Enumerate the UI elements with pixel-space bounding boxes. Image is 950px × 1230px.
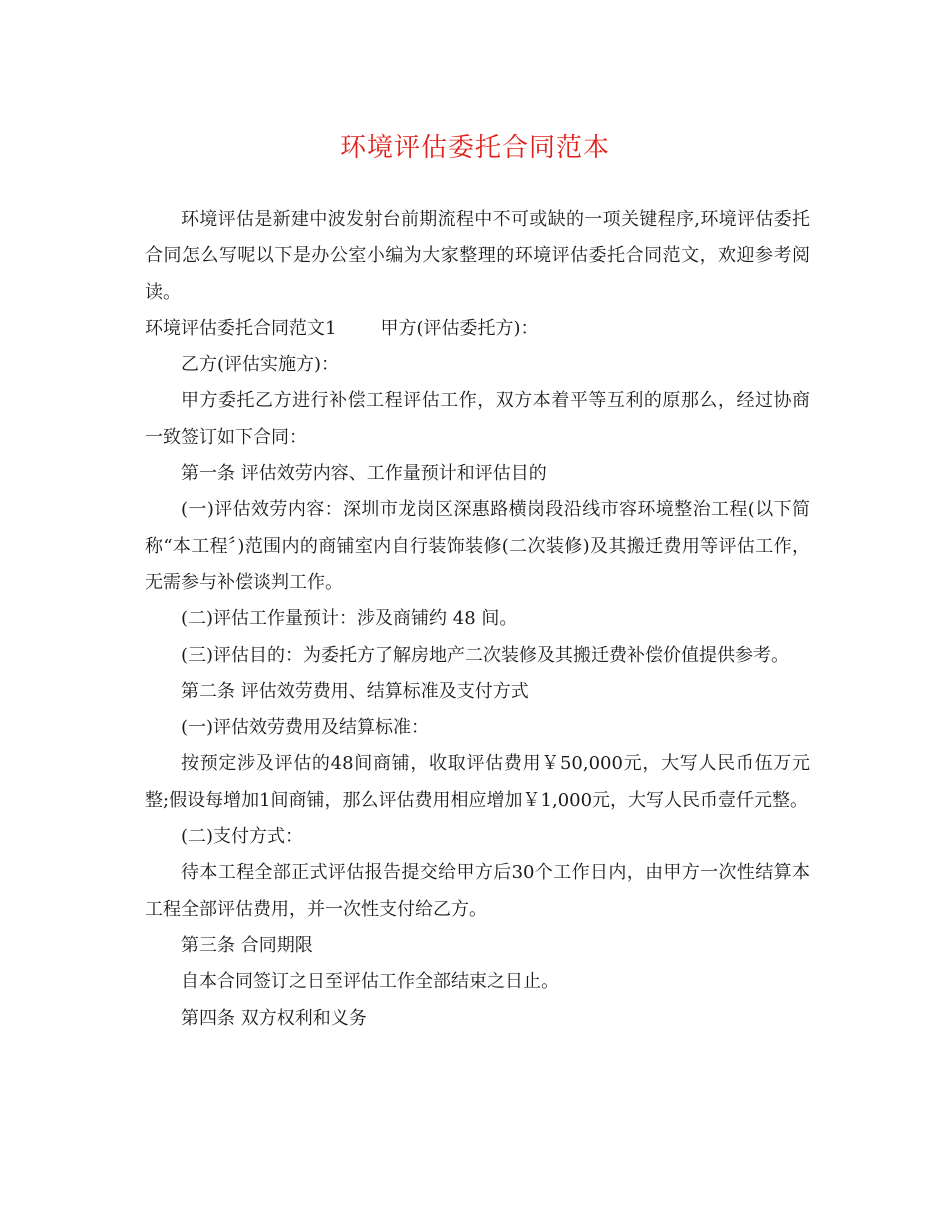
article-2-item-2-title: (二)支付方式：: [181, 826, 304, 848]
article-1-title: 第一条 评估效劳内容、工作量预计和评估目的: [181, 463, 547, 485]
document-title: 环境评估委托合同范本: [339, 133, 610, 163]
party-b-label: 乙方(评估实施方)：: [181, 354, 340, 376]
sample-heading: 环境评估委托合同范文1: [145, 317, 337, 339]
article-1-item-1: (一)评估效劳内容：深圳市龙岗区深惠路横岗段沿线市容环境整治工程(以下简称“本工程〞)范围内的商铺室内自行装饰装修(二次装修)及其搬迁费用等评估工作，无需参与补偿谈判工作。: [145, 499, 810, 593]
article-2-title: 第二条 评估效劳费用、结算标准及支付方式: [181, 680, 529, 702]
article-3-text: 自本合同签订之日至评估工作全部结束之日止。: [181, 971, 559, 993]
article-3-title: 第三条 合同期限: [181, 934, 313, 956]
preamble-paragraph: 甲方委托乙方进行补偿工程评估工作，双方本着平等互利的原那么，经过协商一致签订如下合同：: [145, 390, 810, 448]
article-1-item-3: (三)评估目的：为委托方了解房地产二次装修及其搬迁费补偿价值提供参考。: [181, 644, 790, 666]
article-2-item-1-title: (一)评估效劳费用及结算标准：: [181, 717, 430, 739]
article-2-item-2-text: 待本工程全部正式评估报告提交给甲方后30个工作日内，由甲方一次性结算本工程全部评估费用，并一次性支付给乙方。: [145, 862, 810, 920]
article-4-title: 第四条 双方权利和义务: [181, 1007, 367, 1029]
intro-paragraph: 环境评估是新建中波发射台前期流程中不可或缺的一项关键程序,环境评估委托合同怎么写呢以下是办公室小编为大家整理的环境评估委托合同范文，欢迎参考阅读。: [145, 209, 810, 303]
article-2-item-1-text: 按预定涉及评估的48间商铺，收取评估费用￥50,000元，大写人民币伍万元整;假设每增加1间商铺，那么评估费用相应增加￥1,000元，大写人民币壹仟元整。: [145, 753, 810, 811]
article-1-item-2: (二)评估工作量预计：涉及商铺约 48 间。: [181, 608, 518, 630]
party-a-label: 甲方(评估委托方)：: [380, 317, 539, 339]
document-body: [145, 202, 810, 1037]
sample-heading-line: [145, 311, 810, 347]
